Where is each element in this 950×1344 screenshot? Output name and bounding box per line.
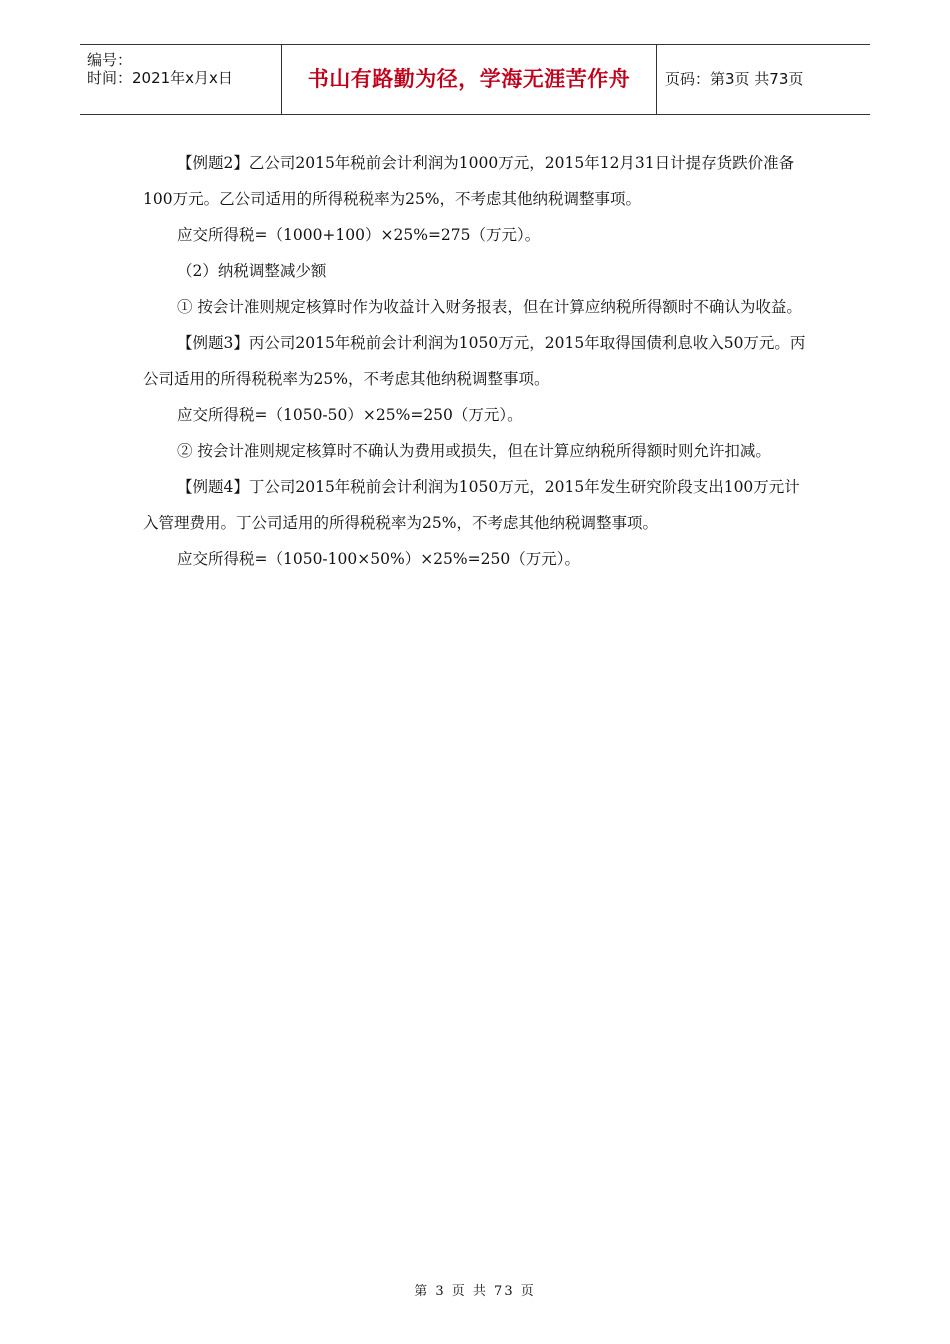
rule-2-paragraph: ② 按会计准则规定核算时不确认为费用或损失，但在计算应纳税所得额时则允许扣减。 [177, 442, 771, 460]
page-header [80, 44, 870, 115]
example-3-paragraph: 【例题3】丙公司2015年税前会计利润为1050万元，2015年取得国债利息收入50万元。丙公司适用的所得税税率为25%，不考虑其他纳税调整事项。 [143, 334, 806, 388]
document-code-label: 编号： [87, 51, 133, 69]
section-2-heading: （2）纳税调整减少额 [177, 262, 327, 280]
example-3-formula: 应交所得税=（1050-50）×25%=250（万元）。 [177, 406, 523, 424]
header-motto-cell [281, 45, 657, 114]
header-page-cell [656, 45, 870, 114]
header-motto: 书山有路勤为径，学海无涯苦作舟 [307, 67, 631, 91]
example-4-formula: 应交所得税=（1050-100×50%）×25%=250（万元）。 [177, 550, 580, 568]
document-body [143, 145, 807, 577]
example-2-paragraph: 【例题2】乙公司2015年税前会计利润为1000万元，2015年12月31日计提存货跌价准备100万元。乙公司适用的所得税税率为25%，不考虑其他纳税调整事项。 [143, 154, 795, 208]
document-date-label: 时间：2021年x月x日 [87, 69, 233, 87]
rule-1-paragraph: ① 按会计准则规定核算时作为收益计入财务报表，但在计算应纳税所得额时不确认为收益。 [177, 298, 802, 316]
example-4-paragraph: 【例题4】丁公司2015年税前会计利润为1050万元，2015年发生研究阶段支出100万元计入管理费用。丁公司适用的所得税税率为25%，不考虑其他纳税调整事项。 [143, 478, 800, 532]
page-footer: 第 3 页 共 73 页 [414, 1284, 536, 1299]
header-meta-cell [80, 45, 281, 114]
header-page-info: 页码：第3页 共73页 [665, 70, 804, 88]
example-2-formula: 应交所得税=（1000+100）×25%=275（万元）。 [177, 226, 541, 244]
